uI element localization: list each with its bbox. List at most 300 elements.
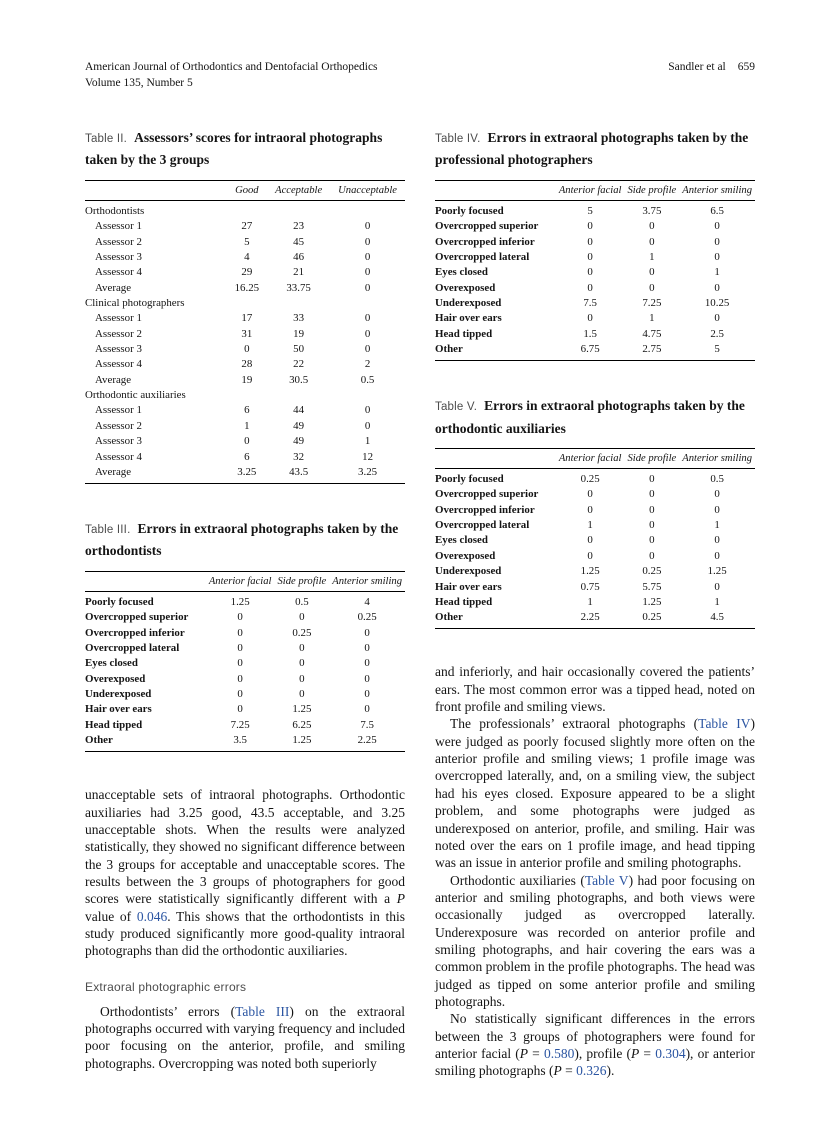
- row-label: Other: [435, 343, 463, 356]
- paragraph-intraoral-results: [85, 786, 405, 959]
- cell-value: 0: [299, 657, 305, 670]
- table-2-label: Table II.: [85, 133, 128, 146]
- table-3-caption: [85, 518, 405, 563]
- table-row: [85, 640, 405, 655]
- cell-value: 4: [244, 250, 250, 263]
- row-label: Assessor 1: [95, 404, 142, 417]
- table-row: [85, 341, 405, 356]
- cell-value: 12: [362, 450, 374, 463]
- row-label: Underexposed: [85, 688, 152, 701]
- cell-value: 0: [237, 626, 243, 639]
- cell-value: 44: [293, 404, 305, 417]
- table-row: [85, 234, 405, 249]
- cell-value: 0.25: [292, 626, 312, 639]
- table-5-caption: [435, 395, 755, 440]
- table-2-caption: [85, 127, 405, 172]
- table-row: [435, 200, 755, 218]
- column-header: Good: [227, 180, 268, 200]
- cell-value: 0: [649, 281, 655, 294]
- cell-value: 16.25: [234, 281, 260, 294]
- table-row: [85, 717, 405, 732]
- text-run: ) were judged as poorly focused slightly more often on the anterior profile and smiling views; 1 profile image was overcropped laterally, and, on a smiling view, the subject had his eyes closed. Exposure appeared to be a slight problem, and some photographs were judged as underexposed on anterior, profile, and smiling. Hair was noted over the ears on 1 profile image, and head tipping was an issue in anterior profile and smiling photographs.: [435, 716, 755, 871]
- cell-value: 0: [364, 220, 371, 233]
- row-label: Average: [95, 465, 132, 478]
- table-3-label: Table III.: [85, 524, 131, 537]
- cell-value: 2.25: [357, 734, 377, 747]
- right-column: [435, 127, 755, 1080]
- table-row: [85, 311, 405, 326]
- cell-value: 0: [237, 657, 243, 670]
- row-label: Overcropped inferior: [435, 503, 535, 516]
- cell-value: 2.25: [580, 611, 600, 624]
- row-label: Assessor 2: [95, 235, 142, 248]
- cell-value: 0.75: [580, 580, 600, 593]
- row-label: Head tipped: [435, 595, 493, 608]
- row-label: Overcropped lateral: [435, 519, 530, 532]
- journal-title: American Journal of Orthodontics and Dentofacial Orthopedics: [85, 61, 378, 73]
- text-run: value of: [85, 908, 137, 924]
- cell-value: 46: [293, 250, 305, 263]
- table-row: [435, 280, 755, 295]
- p-value-link[interactable]: 0.046: [136, 908, 168, 924]
- cell-value: 31: [241, 327, 253, 340]
- text-run: Orthodontists’ errors (: [100, 1003, 236, 1019]
- table-row: [85, 357, 405, 372]
- row-label: Overcropped superior: [435, 220, 539, 233]
- header-row: [435, 180, 755, 200]
- row-label: Eyes closed: [435, 534, 488, 547]
- table-row: [85, 219, 405, 234]
- table-row: [85, 464, 405, 483]
- journal-issue: Volume 135, Number 5: [85, 76, 193, 89]
- table-row: [85, 733, 405, 752]
- cell-value: 2.5: [710, 327, 724, 340]
- stub-header: [85, 571, 206, 591]
- cell-value: 0: [364, 703, 370, 716]
- cell-value: 4: [364, 595, 370, 608]
- row-label: Assessor 2: [95, 419, 142, 432]
- table-row: [85, 591, 405, 609]
- group-label: Clinical photographers: [85, 296, 185, 309]
- table-iii-link[interactable]: Table III: [235, 1003, 290, 1019]
- cell-value: 5: [714, 343, 720, 356]
- cell-value: 0: [364, 419, 371, 432]
- paragraph-hair-tipped-head: and inferiorly, and hair occasionally covered the patients’ ears. The most common error was a tipped head, noted on front profile and smiling views.: [435, 664, 755, 715]
- cell-value: 0: [649, 235, 655, 248]
- cell-value: 0: [299, 611, 305, 624]
- stub-header: [435, 449, 556, 469]
- table-row: [435, 594, 755, 609]
- text-run: =: [561, 1063, 577, 1079]
- cell-value: 0.25: [642, 565, 662, 578]
- header-row: [85, 571, 405, 591]
- table-row: [85, 326, 405, 341]
- table-2-title: Assessors’ scores for intraoral photographs taken by the 3 groups: [85, 130, 383, 168]
- row-label: Overexposed: [85, 672, 146, 685]
- column-header: Anterior smiling: [679, 449, 755, 469]
- text-run: P: [519, 1045, 529, 1061]
- cell-value: 4.5: [710, 611, 724, 624]
- cell-value: 5.75: [642, 580, 662, 593]
- cell-value: 0: [649, 519, 655, 532]
- table-row: [435, 219, 755, 234]
- column-header: Side profile: [625, 449, 680, 469]
- cell-value: 0: [714, 580, 720, 593]
- p-value-link[interactable]: 0.580: [543, 1045, 575, 1061]
- group-label: Orthodontists: [85, 204, 145, 217]
- table-row: [85, 434, 405, 449]
- cell-value: 0: [364, 404, 371, 417]
- row-label: Average: [95, 281, 132, 294]
- table-row: [435, 265, 755, 280]
- cell-value: 0: [364, 672, 370, 685]
- cell-value: 0: [714, 235, 720, 248]
- cell-value: 1: [244, 419, 250, 432]
- text-run: . This shows that the orthodontists in this study produced significantly more good-quality intraoral photographs than did the orthodontic auxiliaries.: [85, 908, 406, 959]
- cell-value: 0.25: [357, 611, 377, 624]
- cell-value: 0: [364, 235, 371, 248]
- cell-value: 0: [714, 549, 720, 562]
- cell-value: 49: [293, 419, 305, 432]
- column-header: Anterior facial: [556, 180, 625, 200]
- cell-value: 0: [364, 657, 370, 670]
- row-label: Overcropped lateral: [435, 250, 530, 263]
- table-row: [435, 469, 755, 487]
- group-label: Orthodontic auxiliaries: [85, 389, 186, 402]
- table-4-label: Table IV.: [435, 133, 481, 146]
- table-row: [435, 234, 755, 249]
- cell-value: 1: [649, 312, 655, 325]
- text-run: ) on the extraoral photographs occurred with varying frequency and included poor focusing on the anterior, profile, and smiling photographs. Overcropping was noted both superiorly: [85, 1003, 405, 1071]
- cell-value: 22: [293, 358, 305, 371]
- cell-value: 1: [714, 266, 720, 279]
- text-run: ) had poor focusing on anterior and smiling photographs, and both views were occasionally judged as overcropped laterally. Underexposure was recorded on anterior profile and smiling photographs, and hair covering the ears was a common problem in the profile photographs. The head was judged as tipped on some anterior profile and smiling photographs.: [435, 872, 756, 1009]
- table-4-title: Errors in extraoral photographs taken by the professional photographers: [435, 130, 749, 168]
- cell-value: 23: [293, 220, 305, 233]
- cell-value: 49: [293, 435, 305, 448]
- table-row: [435, 326, 755, 341]
- cell-value: 0: [364, 250, 371, 263]
- cell-value: 7.25: [230, 718, 250, 731]
- text-run: ), profile (: [574, 1045, 631, 1061]
- cell-value: 0: [649, 503, 655, 516]
- cell-value: 6.25: [292, 718, 312, 731]
- table-row: [85, 280, 405, 295]
- cell-value: 1: [364, 435, 371, 448]
- row-label: Assessor 1: [95, 220, 142, 233]
- table-5-title: Errors in extraoral photographs taken by the orthodontic auxiliaries: [435, 398, 745, 436]
- cell-value: 7.25: [642, 296, 662, 309]
- cell-value: 0: [244, 343, 250, 356]
- cell-value: 0: [299, 641, 305, 654]
- row-label: Eyes closed: [435, 266, 488, 279]
- cell-value: 30.5: [289, 373, 309, 386]
- table-iv-link[interactable]: Table IV: [698, 716, 751, 732]
- cell-value: 33: [293, 312, 305, 325]
- cell-value: 50: [293, 343, 305, 356]
- table-row: [435, 533, 755, 548]
- cell-value: 0: [364, 281, 371, 294]
- row-label: Average: [95, 373, 132, 386]
- row-label: Assessor 1: [95, 312, 142, 325]
- paragraph-auxiliaries-errors: [435, 872, 755, 1011]
- group-row: [85, 388, 405, 403]
- cell-value: 6.5: [710, 204, 724, 217]
- cell-value: 0: [237, 611, 243, 624]
- table-row: [435, 249, 755, 264]
- stub-header: [85, 180, 227, 200]
- cell-value: 1: [587, 519, 593, 532]
- table-row: [85, 449, 405, 464]
- cell-value: 0: [649, 488, 655, 501]
- cell-value: 6.75: [580, 343, 600, 356]
- column-header: Side profile: [275, 571, 330, 591]
- column-header: Unacceptable: [330, 180, 405, 200]
- cell-value: 3.25: [358, 465, 378, 478]
- cell-value: 1.25: [230, 595, 250, 608]
- data-table: [435, 448, 755, 629]
- group-row: [85, 200, 405, 218]
- cell-value: 2.75: [642, 343, 662, 356]
- table-row: [435, 502, 755, 517]
- cell-value: 0: [587, 250, 593, 263]
- cell-value: 0: [714, 312, 720, 325]
- cell-value: 0: [714, 534, 720, 547]
- row-label: Assessor 3: [95, 435, 142, 448]
- row-label: Overexposed: [435, 549, 496, 562]
- cell-value: 1.25: [292, 734, 312, 747]
- text-run: =: [639, 1045, 656, 1061]
- stub-header: [435, 180, 556, 200]
- cell-value: 28: [241, 358, 253, 371]
- table-row: [85, 625, 405, 640]
- cell-value: 0: [237, 703, 243, 716]
- text-run: ).: [606, 1063, 615, 1079]
- cell-value: 0: [364, 626, 370, 639]
- cell-value: 0: [714, 220, 720, 233]
- column-header: Side profile: [625, 180, 680, 200]
- cell-value: 0: [587, 534, 593, 547]
- paragraph-statistics: [435, 1010, 755, 1079]
- row-label: Assessor 4: [95, 358, 142, 371]
- table-row: [85, 610, 405, 625]
- cell-value: 0: [587, 312, 593, 325]
- row-label: Overexposed: [435, 281, 496, 294]
- table-row: [435, 610, 755, 629]
- table-row: [85, 249, 405, 264]
- page-number: 659: [737, 61, 755, 73]
- table-row: [85, 686, 405, 701]
- table-row: [85, 418, 405, 433]
- cell-value: 5: [587, 204, 593, 217]
- cell-value: 1: [649, 250, 655, 263]
- cell-value: 10.25: [704, 296, 730, 309]
- cell-value: 33.75: [286, 281, 311, 294]
- cell-value: 0: [237, 688, 243, 701]
- cell-value: 0: [364, 688, 370, 701]
- cell-value: 4.75: [642, 327, 662, 340]
- cell-value: 5: [244, 235, 250, 248]
- column-header: Anterior facial: [206, 571, 275, 591]
- cell-value: 1.25: [292, 703, 312, 716]
- column-header: Anterior facial: [556, 449, 625, 469]
- row-label: Assessor 3: [95, 343, 142, 356]
- row-label: Poorly focused: [435, 473, 504, 485]
- text-run: Orthodontic auxiliaries (: [450, 872, 585, 888]
- row-label: Underexposed: [435, 296, 502, 309]
- row-label: Overcropped superior: [85, 611, 189, 624]
- cell-value: 0: [714, 488, 720, 501]
- cell-value: 7.5: [583, 296, 597, 309]
- row-label: Poorly focused: [435, 204, 504, 217]
- cell-value: 1.25: [580, 565, 600, 578]
- authors: Sandler et al: [668, 61, 726, 73]
- cell-value: 17: [241, 312, 253, 325]
- cell-value: 0: [587, 235, 593, 248]
- cell-value: 1.5: [583, 327, 597, 340]
- row-label: Eyes closed: [85, 657, 138, 670]
- table-4-caption: [435, 127, 755, 172]
- cell-value: 0: [649, 549, 655, 562]
- cell-value: 3.5: [233, 734, 247, 747]
- table-v-link[interactable]: Table V: [584, 872, 629, 888]
- cell-value: 7.5: [360, 718, 374, 731]
- data-table: [85, 571, 405, 752]
- cell-value: 1: [587, 595, 593, 608]
- table-row: [435, 548, 755, 563]
- p-value-link[interactable]: 0.326: [576, 1063, 607, 1079]
- table-row: [85, 403, 405, 418]
- two-column-layout: [85, 127, 755, 1080]
- text-run: P: [396, 891, 405, 907]
- table-row: [85, 372, 405, 387]
- cell-value: 0: [299, 688, 305, 701]
- text-run: unacceptable sets of intraoral photographs. Orthodontic auxiliaries had 3.25 good, 43.5 acceptable, and 3.25 unacceptable shots. When the results were analyzed statistically, they showed no significant difference between the 3 groups for acceptable and unacceptable scores. The results between the 3 groups of photographers for good scores were statistically significantly different with a: [85, 787, 405, 907]
- cell-value: 1: [714, 519, 720, 532]
- row-label: Hair over ears: [85, 703, 152, 716]
- table-3: [85, 571, 405, 752]
- page-info: [668, 60, 755, 76]
- row-label: Overcropped inferior: [85, 626, 185, 639]
- cell-value: 0: [237, 672, 243, 685]
- table-3-title: Errors in extraoral photographs taken by the orthodontists: [85, 521, 399, 559]
- cell-value: 0: [587, 549, 593, 562]
- table-row: [85, 671, 405, 686]
- cell-value: 0: [364, 327, 371, 340]
- table-2: [85, 180, 405, 484]
- cell-value: 0: [364, 312, 371, 325]
- cell-value: 19: [241, 373, 253, 386]
- cell-value: 0: [364, 266, 371, 279]
- group-row: [85, 295, 405, 310]
- cell-value: 45: [293, 235, 305, 248]
- cell-value: 0: [714, 281, 720, 294]
- cell-value: 0.5: [295, 595, 309, 608]
- row-label: Underexposed: [435, 565, 502, 578]
- row-label: Overcropped lateral: [85, 641, 180, 654]
- table-row: [85, 702, 405, 717]
- cell-value: 2: [364, 358, 371, 371]
- cell-value: 32: [293, 450, 305, 463]
- row-label: Poorly focused: [85, 595, 154, 608]
- column-header: Anterior smiling: [329, 571, 405, 591]
- row-label: Other: [85, 734, 113, 747]
- cell-value: 0.25: [642, 611, 662, 624]
- data-table: [435, 180, 755, 361]
- text-run: The professionals’ extraoral photographs (: [450, 716, 699, 732]
- cell-value: 0.5: [360, 373, 375, 386]
- row-label: Assessor 4: [95, 266, 142, 279]
- cell-value: 21: [293, 266, 305, 279]
- cell-value: 0: [714, 250, 720, 263]
- row-label: Assessor 2: [95, 327, 142, 340]
- cell-value: 27: [241, 220, 253, 233]
- row-label: Hair over ears: [435, 312, 502, 325]
- cell-value: 0: [587, 488, 593, 501]
- table-4: [435, 180, 755, 361]
- section-heading-extraoral-errors: Extraoral photographic errors: [85, 979, 247, 994]
- cell-value: 0: [649, 220, 655, 233]
- column-header: Acceptable: [267, 180, 330, 200]
- table-row: [435, 564, 755, 579]
- cell-value: 19: [293, 327, 305, 340]
- row-label: Other: [435, 611, 463, 624]
- row-label: Assessor 3: [95, 250, 142, 263]
- cell-value: 3.25: [237, 465, 257, 478]
- header-row: [435, 449, 755, 469]
- table-row: [435, 341, 755, 360]
- cell-value: 43.5: [289, 465, 309, 478]
- table-row: [85, 265, 405, 280]
- text-run: ), or anterior smiling photographs (: [435, 1045, 755, 1079]
- table-row: [435, 487, 755, 502]
- cell-value: 0: [364, 641, 370, 654]
- text-run: P: [631, 1045, 640, 1061]
- table-5-label: Table V.: [435, 401, 478, 414]
- table-row: [85, 656, 405, 671]
- cell-value: 0: [364, 343, 371, 356]
- cell-value: 0: [714, 503, 720, 516]
- cell-value: 0: [587, 220, 593, 233]
- cell-value: 0: [587, 281, 593, 294]
- column-header: Anterior smiling: [679, 180, 755, 200]
- cell-value: 0: [649, 266, 655, 279]
- cell-value: 0.25: [580, 473, 600, 485]
- table-5: [435, 448, 755, 629]
- text-run: P: [553, 1063, 562, 1079]
- p-value-link[interactable]: 0.304: [655, 1045, 686, 1061]
- cell-value: 0: [649, 473, 655, 485]
- table-row: [435, 311, 755, 326]
- cell-value: 3.75: [642, 204, 662, 217]
- cell-value: 29: [241, 266, 253, 279]
- cell-value: 1: [714, 595, 720, 608]
- text-run: =: [528, 1045, 544, 1061]
- row-label: Assessor 4: [95, 450, 142, 463]
- cell-value: 0: [649, 534, 655, 547]
- table-row: [435, 517, 755, 532]
- left-column: [85, 127, 405, 1080]
- journal-info: [85, 60, 378, 91]
- paragraph-professionals-errors: [435, 715, 755, 871]
- cell-value: 6: [244, 450, 250, 463]
- cell-value: 0: [587, 266, 593, 279]
- cell-value: 0: [237, 641, 243, 654]
- row-label: Overcropped inferior: [435, 235, 535, 248]
- table-row: [435, 295, 755, 310]
- cell-value: 0.5: [710, 473, 724, 485]
- data-table: [85, 180, 405, 484]
